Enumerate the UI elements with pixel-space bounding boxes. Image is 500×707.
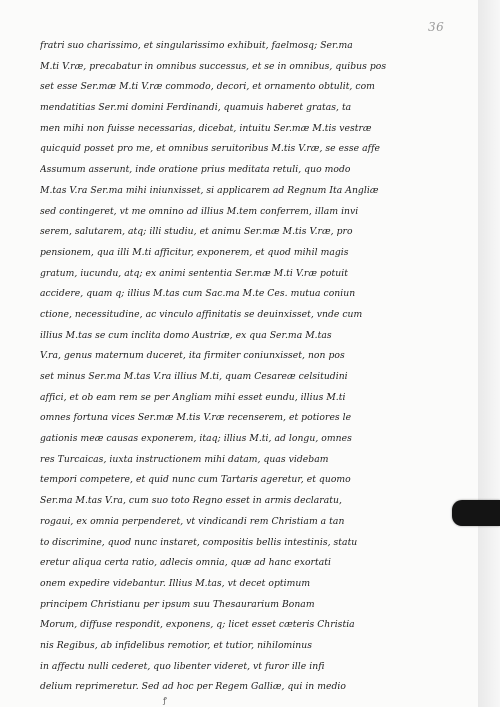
text-line: mendatitias Ser.mi domini Ferdinandi, quamuis haberet gratas, ta bbox=[40, 102, 352, 114]
text-line: V.ra, genus maternum duceret, ita firmiter coniunxisset, non pos bbox=[40, 350, 345, 362]
text-line: pensionem, qua illi M.ti afficitur, exponerem, et quod mihil magis bbox=[40, 246, 349, 258]
text-line: accidere, quam q; illius M.tas cum Sac.ma M.te Ces. mutua coniun bbox=[40, 288, 356, 300]
text-line: principem Christianu per ipsum suu Thesaurarium Bonam bbox=[40, 598, 315, 610]
black-tab-marker bbox=[452, 500, 500, 526]
text-line: men mihi non fuisse necessarias, dicebat, intuitu Ser.mæ M.tis vestræ bbox=[40, 122, 372, 134]
text-line: omnes fortuna vices Ser.mæ M.tis V.ræ recenserem, et potiores le bbox=[40, 412, 352, 424]
folio-number: 36 bbox=[428, 20, 445, 34]
text-line: sed contingeret, vt me omnino ad illius M.tem conferrem, illam invi bbox=[40, 205, 359, 217]
text-line: in affectu nulli cederet, quo libenter videret, vt furor ille infi bbox=[40, 660, 325, 672]
text-line: to discrimine, quod nunc instaret, compositis bellis intestinis, statu bbox=[40, 536, 358, 548]
text-line: set minus Ser.ma M.tas V.ra illius M.ti, quam Cesareæ celsitudini bbox=[40, 371, 348, 382]
text-line: illius M.tas se cum inclita domo Austriæ, ex qua Ser.ma M.tas bbox=[40, 329, 332, 341]
text-line: ctione, necessitudine, ac vinculo affinitatis se deuinxisset, vnde cum bbox=[40, 308, 363, 320]
text-line: nis Regibus, ab infidelibus remotior, et tutior, nihilominus bbox=[40, 639, 313, 651]
text-line: gratum, iucundu, atq; ex animi sententia Ser.mæ M.ti V.ræ potuit bbox=[40, 267, 348, 279]
text-line: Morum, diffuse respondit, exponens, q; licet esset cæteris Christia bbox=[40, 619, 355, 631]
text-line: M.ti V.ræ, precabatur in omnibus successus, et se in omnibus, quibus pos bbox=[40, 60, 387, 72]
page-edge bbox=[478, 0, 500, 707]
text-line: affici, et ob eam rem se per Angliam mihi esset eundu, illius M.ti bbox=[40, 391, 346, 403]
text-line: M.tas V.ra Ser.ma mihi iniunxisset, si applicarem ad Regnum Ita Angliæ bbox=[40, 184, 379, 196]
text-line: res Turcaicas, iuxta instructionem mihi datam, quas videbam bbox=[40, 453, 329, 465]
text-line: delium reprimeretur. Sed ad hoc per Regem Galliæ, qui in medio bbox=[40, 681, 346, 693]
text-line: fratri suo charissimo, et singularissimo exhibuit, faelmosq; Ser.ma bbox=[40, 40, 353, 51]
text-line: tempori competere, et quid nunc cum Tartaris ageretur, et quomo bbox=[40, 474, 351, 486]
text-line: quicquid posset pro me, et omnibus seruitoribus M.tis V.ræ, se esse affe bbox=[40, 143, 381, 155]
text-line: Assumum asserunt, inde oratione prius meditata retuli, quo modo bbox=[40, 164, 351, 176]
text-line: Ser.ma M.tas V.ra, cum suo toto Regno esset in armis declaratu, bbox=[40, 495, 342, 507]
text-line: eretur aliqua certa ratio, adlecis omnia, quæ ad hanc exortati bbox=[40, 557, 331, 569]
manuscript-text bbox=[40, 36, 448, 698]
text-line: serem, salutarem, atq; illi studiu, et animu Ser.mæ M.tis V.ræ, pro bbox=[40, 226, 353, 238]
text-line: onem expedire videbantur. Illius M.tas, vt decet optimum bbox=[40, 577, 311, 589]
text-line: rogaui, ex omnia perpenderet, vt vindicandi rem Christiam a tan bbox=[40, 515, 345, 527]
stray-ink-mark: ꝭ bbox=[163, 696, 167, 705]
text-line: gationis meæ causas exponerem, itaq; illius M.ti, ad longu, omnes bbox=[40, 433, 352, 445]
text-line: set esse Ser.mæ M.ti V.ræ commodo, decori, et ornamento obtulit, com bbox=[40, 81, 375, 93]
